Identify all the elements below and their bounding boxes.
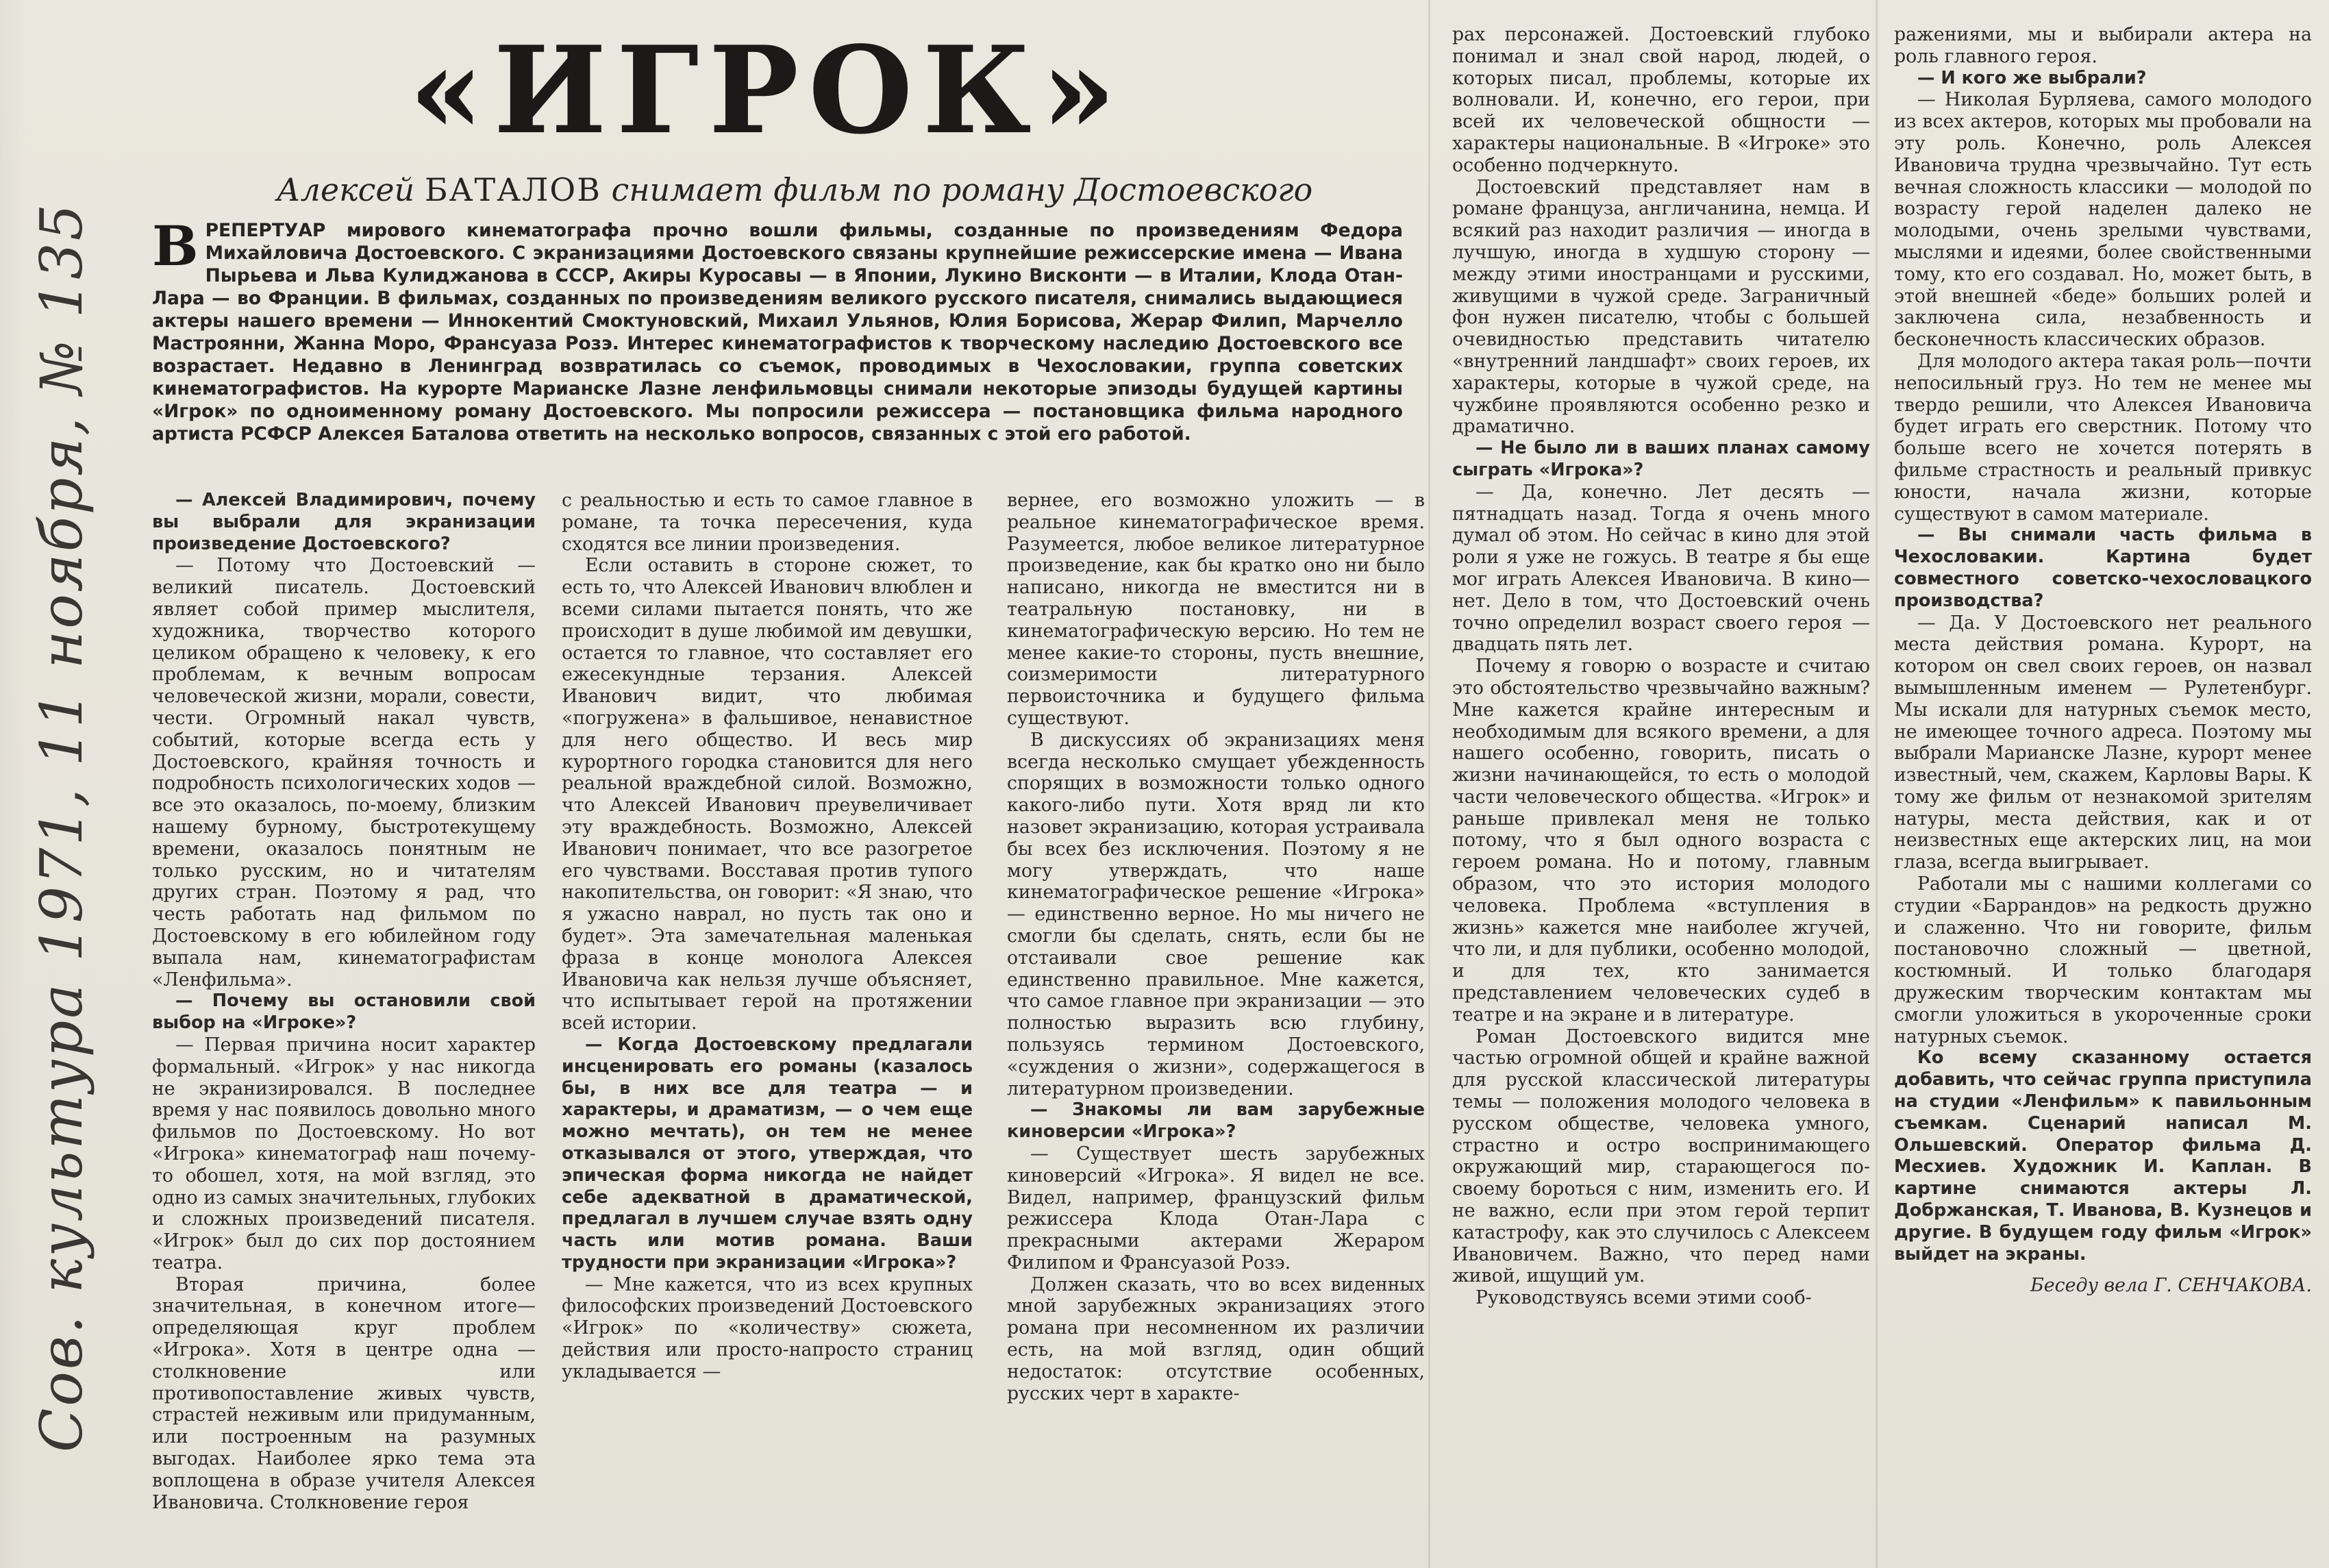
- handwritten-source-note: Сов. культура 1971, 11 ноября, № 135: [28, 201, 95, 1452]
- paragraph: Для молодого актера такая роль—почти непосильный груз. Но тем не менее мы твердо решили, что Алексея Ивановича будет играть его сверстник. Потому что больше всего не хочется потерять в фильме страстность и реальный привкус юности, начала жизни, которые существуют в самом материале.: [1894, 350, 2312, 525]
- paragraph: — Мне кажется, что из всех крупных философских произведений Достоевского «Игрок» по «количеству» сюжета, действия или просто-напросто страниц укладывается —: [562, 1273, 973, 1382]
- subtitle-before: Алексей: [276, 171, 425, 208]
- paragraph-continuation: рах персонажей. Достоевский глубоко понимал и знал свой народ, людей, о которых писал, проблемы, которые их волновали. И, конечно, его герои, при всей их человеческой общности — характеры национальные. В «Игроке» это особенно подчеркнуто.: [1452, 24, 1870, 176]
- article-column-5: [1894, 24, 2312, 1565]
- interview-question: — И кого же выбрали?: [1917, 67, 2147, 88]
- article-column-1: [152, 490, 536, 1565]
- paragraph: — Потому что Достоевский — великий писатель. Достоевский являет собой пример мыслителя, художника, творчество которого целиком обращено к человеку, к его проблемам, к вечным вопросам человеческой жизни, морали, совести, чести. Огромный накал чувств, событий, которые всегда есть у Достоевского, крайняя точность и подробность психологических ходов — все это оказалось, по-моему, близким нашему бурному, быстротекущему времени, оказалось понятным не только русским, но и читателям других стран. Поэтому я рад, что честь работать над фильмом по Достоевскому в его юбилейном году выпала нам, кинематографистам «Ленфильма».: [152, 555, 536, 991]
- interview-question: — Когда Достоевскому предлагали инсценировать его романы (казалось бы, в них все для театра — и характеры, и драматизм, — о чем еще можно мечтать), он тем не менее отказывался от этого, утверждая, что эпическая форма никогда не найдет себе адекватной в драматической, предлагал в лучшем случае взять одну часть или мотив романа. Ваши трудности при экранизации «Игрока»?: [562, 1034, 973, 1273]
- paragraph: Роман Достоевского видится мне частью огромной общей и крайне важной для русской классической литературы темы — положения молодого человека в русском обществе, человека умного, страстно и остро воспринимающего окружающий мир, старающегося по-своему бороться с ним, изменить его. И не важно, если при этом герой терпит катастрофу, как это случилось с Алексеем Ивановичем. Важно, что перед нами живой, ищущий ум.: [1452, 1025, 1870, 1287]
- headline: «ИГРОК»: [408, 21, 1126, 161]
- interview-question: — Знакомы ли вам зарубежные киноверсии «Игрока»?: [1007, 1099, 1425, 1143]
- paragraph: Если оставить в стороне сюжет, то есть то, что Алексей Иванович влюблен и всеми силами пытается понять, что же происходит в душе любимой им девушки, остается то главное, что составляет его ежесекундные терзания. Алексей Иванович видит, что любимая «погружена» в фальшивое, ненавистное для него общество. И весь мир курортного городка становится для него реальной враждебной силой. Возможно, что Алексей Иванович преувеличивает эту враждебность. Возможно, Алексей Иванович понимает, что все разогретое его чувствами. Восставая против тупого накопительства, он говорит: «Я знаю, что я ужасно наврал, но пусть так оно и будет». Эта замечательная маленькая фраза в конце монолога Алексея Ивановича как нельзя лучше объясняет, что испытывает герой на протяжении всей истории.: [562, 555, 973, 1034]
- paragraph: — Николая Бурляева, самого молодого из всех актеров, которых мы пробовали на эту роль. Конечно, роль Алексея Ивановича трудна чрезвычайно. Тут есть вечная сложность классики — молодой по возрасту герой наделен далеко не молодыми, очень зрелыми чувствами, мыслями и идеями, более свойственными тому, кто его создавал. Но, может быть, в этой внешней «беде» больших ролей и заключена сила, незабвенность и бесконечность классических образов.: [1894, 89, 2312, 351]
- subtitle: [233, 166, 1356, 214]
- paragraph: — Существует шесть зарубежных киноверсий «Игрока». Я видел не все. Видел, например, французский фильм режиссера Клода Отан-Лара с прекрасными актерами Жераром Филипом и Франсуазой Розэ.: [1007, 1143, 1425, 1273]
- byline-signature: Беседу вела Г. СЕНЧАКОВА.: [2030, 1275, 2312, 1297]
- article-column-4: [1452, 24, 1870, 1565]
- intro-text: РЕПЕРТУАР мирового кинематографа прочно вошли фильмы, созданные по произведениям Федора Михайловича Достоевского. С экранизациями Достоевского связаны крупнейшие режиссерские имена — Ивана Пырьева и Льва Кулиджанова в СССР, Акиры Куросавы — в Японии, Лукино Висконти — в Италии, Клода Отан-Лара — во Франции. В фильмах, созданных по произведениям великого русского писателя, снимались выдающиеся актеры нашего времени — Иннокентий Смоктуновский, Михаил Ульянов, Юлия Борисова, Жерар Филип, Марчелло Мастроянни, Жанна Моро, Франсуаза Розэ. Интерес кинематографистов к творческому наследию Достоевского все возрастает. Недавно в Ленинград возвратилась со съемок, проводимых в Чехословакии, группа советских кинематографистов. На курорте Марианске Лазне ленфильмовцы снимали некоторые эпизоды будущей картины «Игрок» по одноименному роману Достоевского. Мы попросили режиссера — постановщика фильма народного артиста РСФСР Алексея Баталова ответить на несколько вопросов, связанных с этой его работой.: [152, 220, 1403, 445]
- paragraph-continuation: вернее, его возможно уложить — в реальное кинематографическое время. Разумеется, любое великое литературное произведение, как бы кратко оно ни было написано, никогда не вместится ни в театральную постановку, ни в кинематографическую версию. Но тем не менее какие-то стороны, пусть внешние, соизмеримости литературного первоисточника и будущего фильма существуют.: [1007, 490, 1425, 729]
- paragraph: Достоевский представляет нам в романе француза, англичанина, немца. И всякий раз находит различия — иногда в лучшую, иногда в худшую сторону — между этими иностранцами и русскими, живущими в чужой среде. Заграничный фон нужен писателю, чтобы с большей очевидностью представить читателю «внутренний ландшафт» своих героев, их характеры, которые в чужой среде, на чужбине проявляются особенно резко и драматично.: [1452, 176, 1870, 438]
- article-column-3: [1007, 490, 1425, 1565]
- paragraph: Почему я говорю о возрасте и считаю это обстоятельство чрезвычайно важным? Мне кажется крайне интересным и необходимым для всякого времени, а для нашего особенно, говорить, писать о жизни начинающейся, то есть о молодой части человеческого общества. «Игрок» и раньше привлекал меня не только потому, что я был одного возраста с героем романа. Но и потому, главным образом, что это история молодого человека. Проблема «вступления в жизнь» кажется мне наиболее жгучей, что ли, и для публики, особенно молодой, и для тех, кто занимается представлением человеческих судеб в театре и на экране и в литературе.: [1452, 656, 1870, 1025]
- paragraph-continuation: ражениями, мы и выбирали актера на роль главного героя.: [1894, 24, 2312, 67]
- interview-question: — Не было ли в ваших планах самому сыграть «Игрока»?: [1452, 438, 1870, 480]
- column-fold-line: [1876, 0, 1878, 1568]
- paragraph: Вторая причина, более значительная, в конечном итоге—определяющая круг проблем «Игрока». Хотя в центре одна — столкновение или противопоставление живых чувств, страстей неживым или придуманным, или построенным на разумных выгодах. Наиболее ярко тема эта воплощена в образе учителя Алексея Ивановича. Столкновение героя: [152, 1273, 536, 1513]
- paragraph: — Да. У Достоевского нет реального места действия романа. Курорт, на котором он свел своих героев, он назвал вымышленным именем — Рулетенбург. Мы искали для натурных съемок место, не имеющее точного адреса. Поэтому мы выбрали Марианске Лазне, курорт менее известный, чем, скажем, Карловы Вары. К тому же фильм от незнакомой зрителям натуры, места действия, как и от неизвестных еще актерских лиц, на мои глаза, всегда выигрывает.: [1894, 612, 2312, 873]
- paragraph: Руководствуясь всеми этими сооб-: [1475, 1287, 1812, 1309]
- page-fold-line: [1428, 0, 1430, 1568]
- closing-note: Ко всему сказанному остается добавить, что сейчас группа приступила на студии «Ленфильм» к павильонным съемкам. Сценарий написал М. Ольшевский. Оператор фильма Д. Месхиев. Художник И. Каплан. В картине снимаются актеры Л. Добржанская, Т. Иванова, В. Кузнецов и другие. В будущем году фильм «Игрок» выйдет на экраны.: [1894, 1047, 2312, 1265]
- interview-question: — Алексей Владимирович, почему вы выбрали для экранизации произведение Достоевского?: [152, 490, 536, 554]
- interview-question: — Вы снимали часть фильма в Чехословакии. Картина будет совместного советско-чехословацкого производства?: [1894, 525, 2312, 611]
- paragraph: — Да, конечно. Лет десять — пятнадцать назад. Тогда я очень много думал об этом. Но сейчас в кино для этой роли я уже не гожусь. В театре я бы еще мог играть Алексея Ивановича. В кино—нет. Дело в том, что Достоевский очень точно определил возраст своего героя — двадцать пять лет.: [1452, 481, 1870, 656]
- paragraph: Должен сказать, что во всех виденных мной зарубежных экранизациях этого романа при несомненном их различии есть, на мой взгляд, один общий недостаток: отсутствие особенных, русских черт в характе-: [1007, 1273, 1425, 1404]
- paragraph: — Первая причина носит характер формальный. «Игрок» у нас никогда не экранизировался. В последнее время у нас появилось довольно много фильмов по Достоевскому. Но вот «Игрока» кинематограф наш почему-то обошел, хотя, на мой взгляд, это одно из самых значительных, глубоких и сложных произведений писателя. «Игрок» был до сих пор достоянием театра.: [152, 1034, 536, 1273]
- interview-question: — Почему вы остановили свой выбор на «Игроке»?: [152, 991, 536, 1034]
- paragraph: В дискуссиях об экранизациях меня всегда несколько смущает убежденность спорящих в возможности только одного какого-либо пути. Хотя вряд ли кто назовет экранизацию, которая устраивала бы всех без исключения. Поэтому я не могу утверждать, что наше кинематографическое решение «Игрока» — единственно верное. Но мы ничего не смогли бы сделать, снять, если бы не отстаивали свое решение как единственно правильное. Мне кажется, что самое главное при экранизации — это полностью выразить всю глубину, пользуясь термином Достоевского, «суждения о жизни», содержащегося в литературном произведении.: [1007, 729, 1425, 1099]
- article-column-2: [562, 490, 973, 1565]
- paragraph-continuation: с реальностью и есть то самое главное в романе, та точка пересечения, куда сходятся все линии произведения.: [562, 490, 973, 555]
- subtitle-name: БАТАЛОВ: [424, 171, 601, 208]
- intro-lead: [152, 219, 1403, 480]
- paragraph: Работали мы с нашими коллегами со студии «Баррандов» на редкость дружно и слаженно. Что ни говорите, фильм постановочно сложный — цветной, костюмный. И только благодаря дружеским творческим контактам мы смогли уложиться в укороченные сроки натурных съемок.: [1894, 873, 2312, 1047]
- drop-cap: В: [152, 219, 199, 278]
- subtitle-after: снимает фильм по роману Достоевского: [601, 171, 1313, 208]
